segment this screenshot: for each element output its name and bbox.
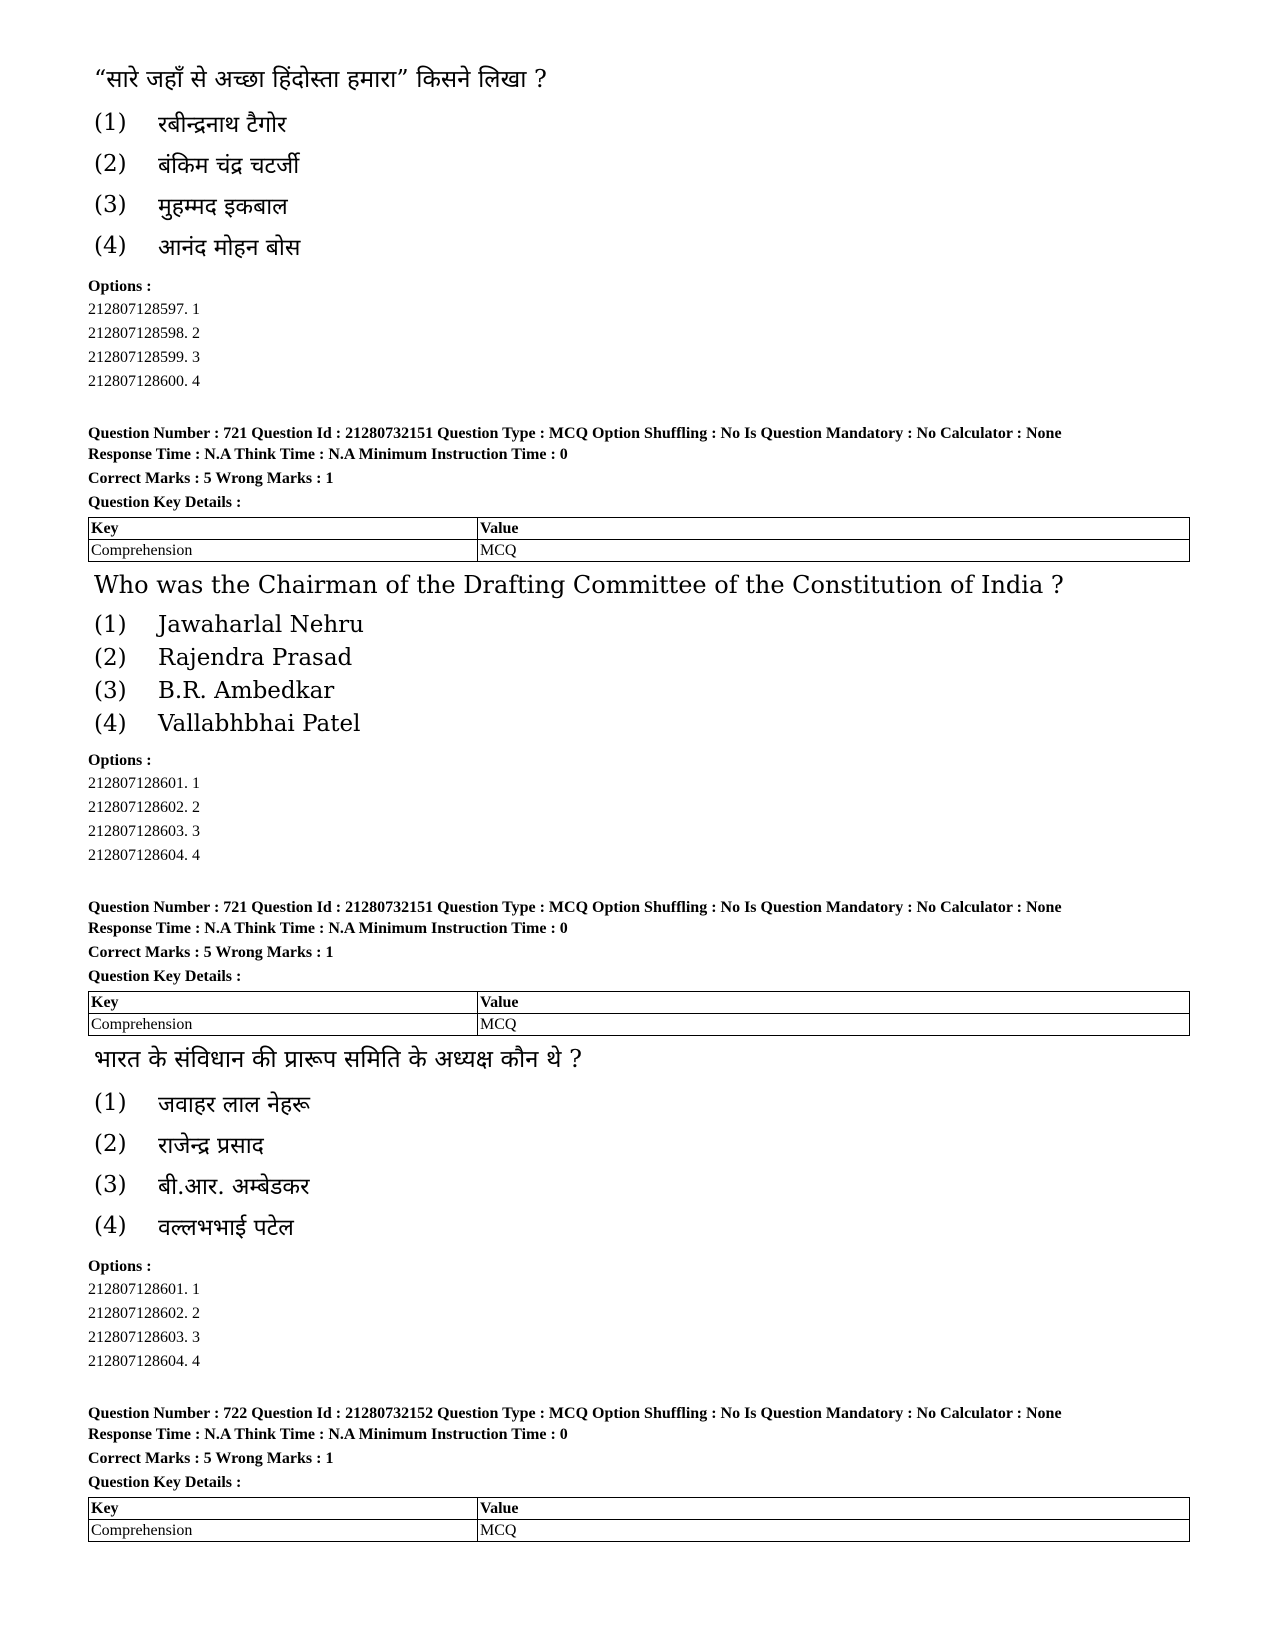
key-value-table [88,517,1190,562]
option-id: 212807128600. 4 [88,373,200,390]
key-value-table [88,991,1190,1036]
question-info-line: Question Number : 722 Question Id : 21280732152 Question Type : MCQ Option Shuffling : No Is Question Mandatory : No Calculator : None [88,1405,1062,1422]
option-id: 212807128598. 2 [88,325,200,342]
question-block-hindi-1 [88,62,1188,394]
key-header: Key [89,1498,478,1520]
choice-text: Rajendra Prasad [158,644,353,671]
answer-choice [94,641,1188,674]
question-info-line: Question Number : 721 Question Id : 21280732151 Question Type : MCQ Option Shuffling : No Is Question Mandatory : No Calculator : None [88,899,1062,916]
answer-choice [94,1123,1188,1164]
question-text: भारत के संविधान की प्रारूप समिति के अध्यक्ष कौन थे ? [94,1045,582,1073]
answer-choice [94,1205,1188,1246]
key-value-table [88,1497,1190,1542]
option-id: 212807128604. 4 [88,1353,200,1370]
choice-text: वल्लभभाई पटेल [158,1214,294,1241]
choice-number: (3) [94,191,127,218]
choice-text: जवाहर लाल नेहरू [158,1091,311,1118]
table-header-row [89,1498,1190,1520]
options-label: Options : [88,752,152,769]
choice-number: (1) [94,1089,127,1116]
table-header-row [89,518,1190,540]
answer-choice [94,1164,1188,1205]
key-header: Key [89,518,478,540]
option-id: 212807128601. 1 [88,775,200,792]
choice-text: रबीन्द्रनाथ टैगोर [158,111,287,138]
question-info-line: Question Number : 721 Question Id : 21280732151 Question Type : MCQ Option Shuffling : No Is Question Mandatory : No Calculator : None [88,425,1062,442]
choice-number: (1) [94,611,127,638]
response-time-line: Response Time : N.A Think Time : N.A Minimum Instruction Time : 0 [88,920,568,937]
choice-number: (2) [94,1130,127,1157]
table-row [89,1014,1190,1036]
answer-choices [94,608,1188,740]
key-cell: Comprehension [89,1520,478,1542]
choice-text: Vallabhbhai Patel [158,710,361,737]
table-row [89,1520,1190,1542]
key-details-label: Question Key Details : [88,968,242,985]
table-header-row [89,992,1190,1014]
question-text: “सारे जहाँ से अच्छा हिंदोस्ता हमारा” किसने लिखा ? [94,65,547,93]
answer-choices [94,102,1188,266]
choice-number: (3) [94,677,127,704]
question-meta-1 [88,424,1188,513]
value-cell: MCQ [478,540,1190,562]
option-id: 212807128602. 2 [88,1305,200,1322]
choice-number: (1) [94,109,127,136]
choice-number: (3) [94,1171,127,1198]
options-label: Options : [88,278,152,295]
choice-number: (2) [94,150,127,177]
option-id: 212807128597. 1 [88,301,200,318]
question-block-hindi-2 [88,1042,1188,1374]
value-cell: MCQ [478,1520,1190,1542]
response-time-line: Response Time : N.A Think Time : N.A Minimum Instruction Time : 0 [88,446,568,463]
option-id: 212807128603. 3 [88,1329,200,1346]
question-text: Who was the Chairman of the Drafting Committee of the Constitution of India ? [94,571,1064,599]
value-header: Value [478,518,1190,540]
value-cell: MCQ [478,1014,1190,1036]
answer-choice [94,143,1188,184]
question-block-english [88,568,1188,868]
question-meta-3 [88,1404,1188,1493]
key-details-label: Question Key Details : [88,1474,242,1491]
answer-choice [94,1082,1188,1123]
option-id: 212807128604. 4 [88,847,200,864]
choice-number: (4) [94,232,127,259]
answer-choices [94,1082,1188,1246]
choice-text: B.R. Ambedkar [158,677,335,704]
choice-number: (2) [94,644,127,671]
marks-line: Correct Marks : 5 Wrong Marks : 1 [88,944,334,961]
options-label: Options : [88,1258,152,1275]
choice-text: राजेन्द्र प्रसाद [158,1132,264,1159]
answer-choice [94,184,1188,225]
key-cell: Comprehension [89,540,478,562]
value-header: Value [478,992,1190,1014]
option-id: 212807128603. 3 [88,823,200,840]
option-id: 212807128602. 2 [88,799,200,816]
response-time-line: Response Time : N.A Think Time : N.A Minimum Instruction Time : 0 [88,1426,568,1443]
key-details-label: Question Key Details : [88,494,242,511]
choice-text: मुहम्मद इकबाल [158,193,288,220]
option-id: 212807128599. 3 [88,349,200,366]
answer-choice [94,674,1188,707]
choice-text: बी.आर. अम्बेडकर [158,1173,310,1200]
choice-text: Jawaharlal Nehru [158,611,364,638]
table-row [89,540,1190,562]
choice-number: (4) [94,1212,127,1239]
key-header: Key [89,992,478,1014]
key-cell: Comprehension [89,1014,478,1036]
marks-line: Correct Marks : 5 Wrong Marks : 1 [88,1450,334,1467]
answer-choice [94,707,1188,740]
choice-text: बंकिम चंद्र चटर्जी [158,152,300,179]
answer-choice [94,102,1188,143]
choice-text: आनंद मोहन बोस [158,234,301,261]
answer-choice [94,225,1188,266]
option-id: 212807128601. 1 [88,1281,200,1298]
value-header: Value [478,1498,1190,1520]
marks-line: Correct Marks : 5 Wrong Marks : 1 [88,470,334,487]
choice-number: (4) [94,710,127,737]
document-page [88,62,1188,1548]
question-meta-2 [88,898,1188,987]
answer-choice [94,608,1188,641]
